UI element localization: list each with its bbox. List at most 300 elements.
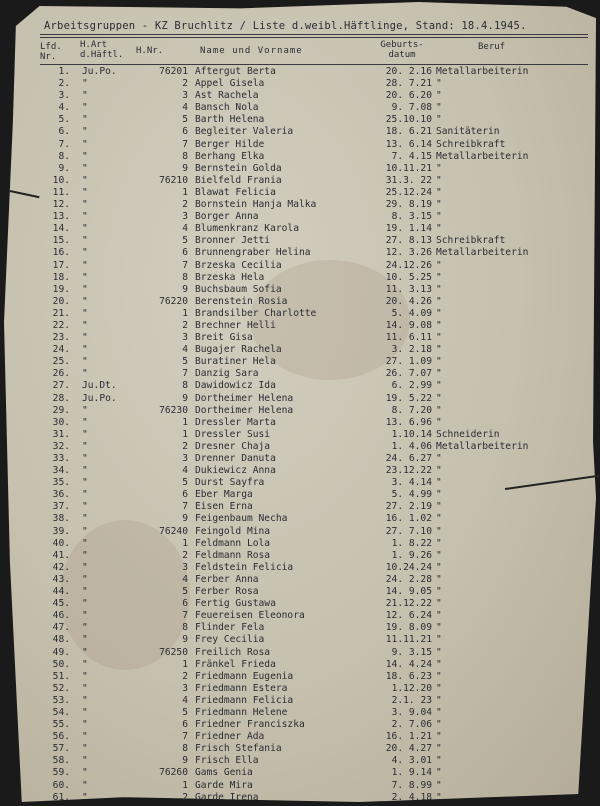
birth-date: 2. 7.06 (391, 719, 432, 731)
row-number: 25. (52, 356, 70, 368)
prisoner-name: Dressler Marta (195, 416, 276, 428)
table-row (0, 453, 600, 465)
prisoner-category: " (82, 162, 88, 174)
prisoner-category: " (82, 440, 88, 452)
table-row (0, 683, 600, 695)
header-geburtsdatum: Geburts- datum (380, 40, 424, 60)
prisoner-name: Feigenbaum Necha (195, 513, 288, 525)
row-number: 18. (52, 271, 70, 283)
birth-date: 28. 7.21 (385, 78, 432, 90)
occupation: " (436, 755, 442, 767)
occupation: " (436, 319, 442, 331)
occupation: " (436, 634, 442, 646)
prisoner-number: 9 (182, 755, 188, 767)
row-number: 55. (52, 719, 70, 731)
occupation: " (436, 271, 442, 283)
birth-date: 8. 7.20 (391, 404, 432, 416)
birth-date: 18. 6.23 (385, 670, 432, 682)
occupation: " (436, 259, 442, 271)
table-row (0, 296, 600, 308)
prisoner-number: 5 (182, 477, 188, 489)
prisoner-name: Bielfeld Frania (195, 174, 282, 186)
table-row (0, 368, 600, 380)
prisoner-name: Fränkel Frieda (195, 658, 276, 670)
prisoner-number: 2 (182, 440, 188, 452)
birth-date: 7. 8.99 (391, 779, 432, 791)
prisoner-number: 7 (182, 610, 188, 622)
row-number: 19. (52, 283, 70, 295)
prisoner-number: 4 (182, 573, 188, 585)
occupation: " (436, 501, 442, 513)
prisoner-category: " (82, 598, 88, 610)
row-number: 51. (52, 670, 70, 682)
occupation: Schneiderin (436, 428, 500, 440)
prisoner-number: 8 (182, 271, 188, 283)
prisoner-category: " (82, 755, 88, 767)
prisoner-name: Bronner Jetti (195, 235, 271, 247)
table-row (0, 332, 600, 344)
row-number: 14. (52, 223, 70, 235)
table-row (0, 235, 600, 247)
birth-date: 2.1. 23 (391, 694, 432, 706)
prisoner-number: 5 (182, 235, 188, 247)
row-number: 13. (52, 211, 70, 223)
prisoner-name: Berger Hilde (195, 138, 265, 150)
header-haeftling-nr: H.Nr. (136, 46, 164, 56)
prisoner-number: 1 (182, 428, 188, 440)
header-name: Name und Vorname (200, 46, 303, 56)
table-row (0, 562, 600, 574)
row-number: 56. (52, 731, 70, 743)
prisoner-name: Bernstein Golda (195, 162, 282, 174)
occupation: " (436, 658, 442, 670)
table-row (0, 731, 600, 743)
table-row (0, 284, 600, 296)
prisoner-number: 9 (182, 634, 188, 646)
prisoner-name: Ferber Rosa (195, 586, 259, 598)
row-number: 17. (52, 259, 70, 271)
birth-date: 1.10.14 (391, 428, 432, 440)
prisoner-category: " (82, 453, 88, 464)
occupation: " (436, 489, 442, 501)
row-number: 38. (52, 513, 70, 525)
prisoner-number: 5 (182, 114, 188, 126)
prisoner-number: 1 (182, 658, 188, 670)
table-row (0, 417, 600, 429)
prisoner-category: " (82, 731, 88, 743)
prisoner-number: 1 (182, 186, 188, 198)
prisoner-name: Feuereisen Eleonora (195, 610, 305, 622)
occupation: " (436, 283, 442, 295)
row-number: 34. (52, 465, 70, 477)
prisoner-number: 8 (182, 150, 188, 162)
prisoner-name: Borger Anna (195, 211, 259, 223)
occupation: " (436, 719, 442, 731)
header-lfd-nr: Lfd. Nr. (40, 42, 62, 62)
prisoner-name: Dortheimer Helena (195, 404, 294, 416)
table-row (0, 610, 600, 622)
birth-date: 1. 9.26 (391, 549, 432, 561)
row-number: 3. (58, 90, 70, 102)
prisoner-name: Danzig Sara (195, 368, 259, 380)
prisoner-number: 76230 (159, 404, 188, 416)
birth-date: 1. 9.14 (391, 767, 432, 779)
birth-date: 12. 3.26 (385, 247, 432, 259)
prisoner-number: 9 (182, 283, 188, 295)
birth-date: 27. 7.10 (385, 525, 432, 537)
table-row (0, 393, 600, 405)
prisoner-name: Friedmann Helene (195, 706, 288, 718)
prisoner-name: Dressler Susi (195, 428, 271, 440)
prisoner-number: 7 (182, 368, 188, 380)
prisoner-category: " (82, 199, 88, 211)
prisoner-number: 1 (182, 307, 188, 319)
birth-date: 9. 7.08 (391, 102, 432, 114)
birth-date: 11. 6.11 (385, 332, 432, 344)
table-row (0, 550, 600, 562)
prisoner-name: Breit Gisa (195, 332, 253, 344)
table-row (0, 320, 600, 332)
row-number: 12. (52, 199, 70, 211)
prisoner-category: " (82, 428, 88, 440)
table-row (0, 247, 600, 259)
prisoner-category: " (82, 404, 88, 416)
prisoner-name: Blumenkranz Karola (195, 223, 299, 235)
table-row (0, 308, 600, 320)
prisoner-number: 4 (182, 465, 188, 477)
row-number: 45. (52, 598, 70, 610)
prisoner-category: " (82, 114, 88, 126)
row-number: 36. (52, 489, 70, 501)
birth-date: 24. 6.27 (385, 453, 432, 464)
table-row (0, 163, 600, 175)
table-row (0, 598, 600, 610)
prisoner-name: Bansch Nola (195, 102, 259, 114)
occupation: " (436, 162, 442, 174)
prisoner-category: " (82, 138, 88, 150)
row-number: 57. (52, 743, 70, 755)
prisoner-name: Frisch Stefania (195, 743, 282, 755)
occupation: " (436, 622, 442, 634)
prisoner-name: Flinder Fela (195, 622, 265, 634)
occupation: " (436, 78, 442, 90)
prisoner-category: " (82, 235, 88, 247)
prisoner-name: Eisen Erna (195, 501, 253, 513)
prisoner-category: " (82, 150, 88, 162)
birth-date: 25.12.24 (385, 186, 432, 198)
prisoner-category: " (82, 247, 88, 259)
occupation: " (436, 295, 442, 307)
prisoner-name: Durst Sayfra (195, 477, 265, 489)
occupation: " (436, 646, 442, 658)
prisoner-number: 2 (182, 199, 188, 211)
prisoner-category: " (82, 622, 88, 634)
birth-date: 27. 1.09 (385, 356, 432, 368)
prisoner-category: Ju.Po. (82, 392, 117, 404)
table-row (0, 405, 600, 417)
birth-date: 24.12.26 (385, 259, 432, 271)
occupation: " (436, 465, 442, 477)
prisoner-number: 3 (182, 90, 188, 102)
prisoner-number: 7 (182, 731, 188, 743)
prisoner-category: " (82, 356, 88, 368)
table-row (0, 489, 600, 501)
row-number: 33. (52, 453, 70, 464)
prisoner-name: Brzeska Cecilia (195, 259, 282, 271)
table-row (0, 501, 600, 513)
table-row (0, 767, 600, 779)
occupation: " (436, 537, 442, 549)
birth-date: 16. 1.21 (385, 731, 432, 743)
occupation: " (436, 307, 442, 319)
row-number: 20. (52, 295, 70, 307)
occupation: " (436, 332, 442, 344)
occupation: " (436, 610, 442, 622)
table-row (0, 574, 600, 586)
table-row (0, 66, 600, 78)
prisoner-category: " (82, 634, 88, 646)
prisoner-number: 7 (182, 138, 188, 150)
occupation: " (436, 731, 442, 743)
occupation: Schreibkraft (436, 138, 506, 150)
prisoner-name: Buchsbaum Sofia (195, 283, 282, 295)
prisoner-category: " (82, 90, 88, 102)
row-number: 22. (52, 319, 70, 331)
table-row (0, 90, 600, 102)
occupation: " (436, 344, 442, 356)
prisoner-name: Dresner Chaja (195, 440, 271, 452)
prisoner-name: Brzeska Hela (195, 271, 265, 283)
prisoner-name: Dortheimer Helena (195, 392, 294, 404)
birth-date: 1. 8.22 (391, 537, 432, 549)
birth-date: 1. 4.06 (391, 440, 432, 452)
prisoner-number: 7 (182, 501, 188, 513)
birth-date: 6. 2.99 (391, 380, 432, 392)
occupation: " (436, 743, 442, 755)
birth-date: 2. 4.18 (391, 791, 432, 803)
birth-date: 11.11.21 (385, 634, 432, 646)
birth-date: 21.12.22 (385, 598, 432, 610)
prisoner-number: 5 (182, 706, 188, 718)
prisoner-category: " (82, 767, 88, 779)
prisoner-category: " (82, 211, 88, 223)
prisoner-number: 1 (182, 416, 188, 428)
occupation: " (436, 706, 442, 718)
birth-date: 11. 3.13 (385, 283, 432, 295)
occupation: " (436, 477, 442, 489)
row-number: 32. (52, 440, 70, 452)
table-row (0, 102, 600, 114)
prisoner-category: " (82, 319, 88, 331)
occupation: " (436, 791, 442, 803)
table-row (0, 272, 600, 284)
birth-date: 27. 8.13 (385, 235, 432, 247)
row-number: 35. (52, 477, 70, 489)
prisoner-name: Fertig Gustawa (195, 598, 276, 610)
table-row (0, 151, 600, 163)
table-row (0, 187, 600, 199)
table-row (0, 441, 600, 453)
prisoner-number: 9 (182, 162, 188, 174)
occupation: " (436, 392, 442, 404)
row-number: 59. (52, 767, 70, 779)
row-number: 9. (58, 162, 70, 174)
row-number: 53. (52, 694, 70, 706)
prisoner-name: Ast Rachela (195, 90, 259, 102)
birth-date: 31.3. 22 (385, 174, 432, 186)
birth-date: 3. 2.18 (391, 344, 432, 356)
row-number: 24. (52, 344, 70, 356)
table-row (0, 659, 600, 671)
row-number: 7. (58, 138, 70, 150)
row-number: 31. (52, 428, 70, 440)
occupation: Metallarbeiterin (436, 247, 529, 259)
birth-date: 14. 9.08 (385, 319, 432, 331)
prisoner-category: " (82, 525, 88, 537)
table-row (0, 114, 600, 126)
prisoner-number: 3 (182, 561, 188, 573)
row-number: 49. (52, 646, 70, 658)
birth-date: 29. 8.19 (385, 199, 432, 211)
prisoner-name: Bugajer Rachela (195, 344, 282, 356)
row-number: 1. (58, 66, 70, 77)
row-number: 27. (52, 380, 70, 392)
prisoner-number: 9 (182, 392, 188, 404)
prisoner-category: " (82, 706, 88, 718)
prisoner-number: 8 (182, 380, 188, 392)
prisoner-number: 6 (182, 719, 188, 731)
prisoner-name: Freilich Rosa (195, 646, 271, 658)
prisoner-number: 3 (182, 453, 188, 464)
prisoner-category: " (82, 610, 88, 622)
prisoner-number: 76240 (159, 525, 188, 537)
prisoner-number: 2 (182, 791, 188, 803)
prisoner-category: " (82, 259, 88, 271)
prisoner-category: " (82, 126, 88, 138)
header-haeftling-art: H.Art d.Häftl. (80, 40, 124, 60)
prisoner-category: " (82, 368, 88, 380)
birth-date: 20. 6.20 (385, 90, 432, 102)
birth-date: 27. 2.19 (385, 501, 432, 513)
row-number: 46. (52, 610, 70, 622)
occupation: " (436, 368, 442, 380)
prisoner-category: " (82, 743, 88, 755)
birth-date: 23.12.22 (385, 465, 432, 477)
prisoner-number: 3 (182, 682, 188, 694)
birth-date: 19. 8.09 (385, 622, 432, 634)
prisoner-category: " (82, 537, 88, 549)
prisoner-category: " (82, 186, 88, 198)
prisoner-category: Ju.Po. (82, 66, 117, 77)
row-number: 16. (52, 247, 70, 259)
table-row (0, 260, 600, 272)
prisoner-category: " (82, 102, 88, 114)
prisoner-number: 4 (182, 694, 188, 706)
prisoner-name: Feldmann Lola (195, 537, 271, 549)
birth-date: 14. 9.05 (385, 586, 432, 598)
prisoner-number: 4 (182, 223, 188, 235)
row-number: 58. (52, 755, 70, 767)
table-row (0, 356, 600, 368)
prisoner-category: " (82, 295, 88, 307)
occupation: " (436, 694, 442, 706)
prisoner-name: Eber Marga (195, 489, 253, 501)
row-number: 23. (52, 332, 70, 344)
table-row (0, 755, 600, 767)
document-title: Arbeitsgruppen - KZ Bruchlitz / Liste d.weibl.Häftlinge, Stand: 18.4.1945. (44, 20, 527, 32)
birth-date: 16. 1.02 (385, 513, 432, 525)
row-number: 8. (58, 150, 70, 162)
row-number: 42. (52, 561, 70, 573)
prisoner-number: 9 (182, 513, 188, 525)
table-row (0, 211, 600, 223)
prisoner-number: 76260 (159, 767, 188, 779)
prisoner-category: " (82, 779, 88, 791)
prisoner-category: " (82, 791, 88, 803)
row-number: 44. (52, 586, 70, 598)
table-row (0, 465, 600, 477)
prisoner-category: " (82, 501, 88, 513)
row-number: 30. (52, 416, 70, 428)
birth-date: 12. 6.24 (385, 610, 432, 622)
prisoner-name: Friedner Franciszka (195, 719, 305, 731)
occupation: " (436, 670, 442, 682)
prisoner-number: 4 (182, 102, 188, 114)
table-row (0, 792, 600, 804)
prisoner-number: 8 (182, 743, 188, 755)
occupation: " (436, 114, 442, 126)
occupation: Metallarbeiterin (436, 66, 529, 77)
birth-date: 4. 3.01 (391, 755, 432, 767)
row-number: 43. (52, 573, 70, 585)
occupation: " (436, 561, 442, 573)
row-number: 26. (52, 368, 70, 380)
table-row (0, 743, 600, 755)
occupation: " (436, 174, 442, 186)
prisoner-name: Feldstein Felicia (195, 561, 294, 573)
prisoner-category: " (82, 561, 88, 573)
prisoner-number: 2 (182, 549, 188, 561)
prisoner-number: 6 (182, 126, 188, 138)
prisoner-category: " (82, 271, 88, 283)
birth-date: 9. 3.15 (391, 646, 432, 658)
occupation: " (436, 682, 442, 694)
occupation: " (436, 223, 442, 235)
prisoner-number: 7 (182, 259, 188, 271)
birth-date: 10.24.24 (385, 561, 432, 573)
header-underline (40, 64, 588, 65)
table-row (0, 223, 600, 235)
birth-date: 19. 5.22 (385, 392, 432, 404)
prisoner-name: Garde Mira (195, 779, 253, 791)
prisoner-category: " (82, 78, 88, 90)
prisoner-number: 3 (182, 211, 188, 223)
occupation: " (436, 525, 442, 537)
table-row (0, 622, 600, 634)
table-row (0, 78, 600, 90)
birth-date: 13. 6.14 (385, 138, 432, 150)
occupation: Schreibkraft (436, 235, 506, 247)
prisoner-number: 6 (182, 489, 188, 501)
prisoner-category: " (82, 344, 88, 356)
prisoner-number: 4 (182, 344, 188, 356)
title-underline (40, 37, 588, 38)
prisoner-name: Aftergut Berta (195, 66, 276, 77)
prisoner-name: Begleiter Valeria (195, 126, 294, 138)
occupation: " (436, 102, 442, 114)
occupation: " (436, 380, 442, 392)
prisoner-name: Brechner Helli (195, 319, 276, 331)
